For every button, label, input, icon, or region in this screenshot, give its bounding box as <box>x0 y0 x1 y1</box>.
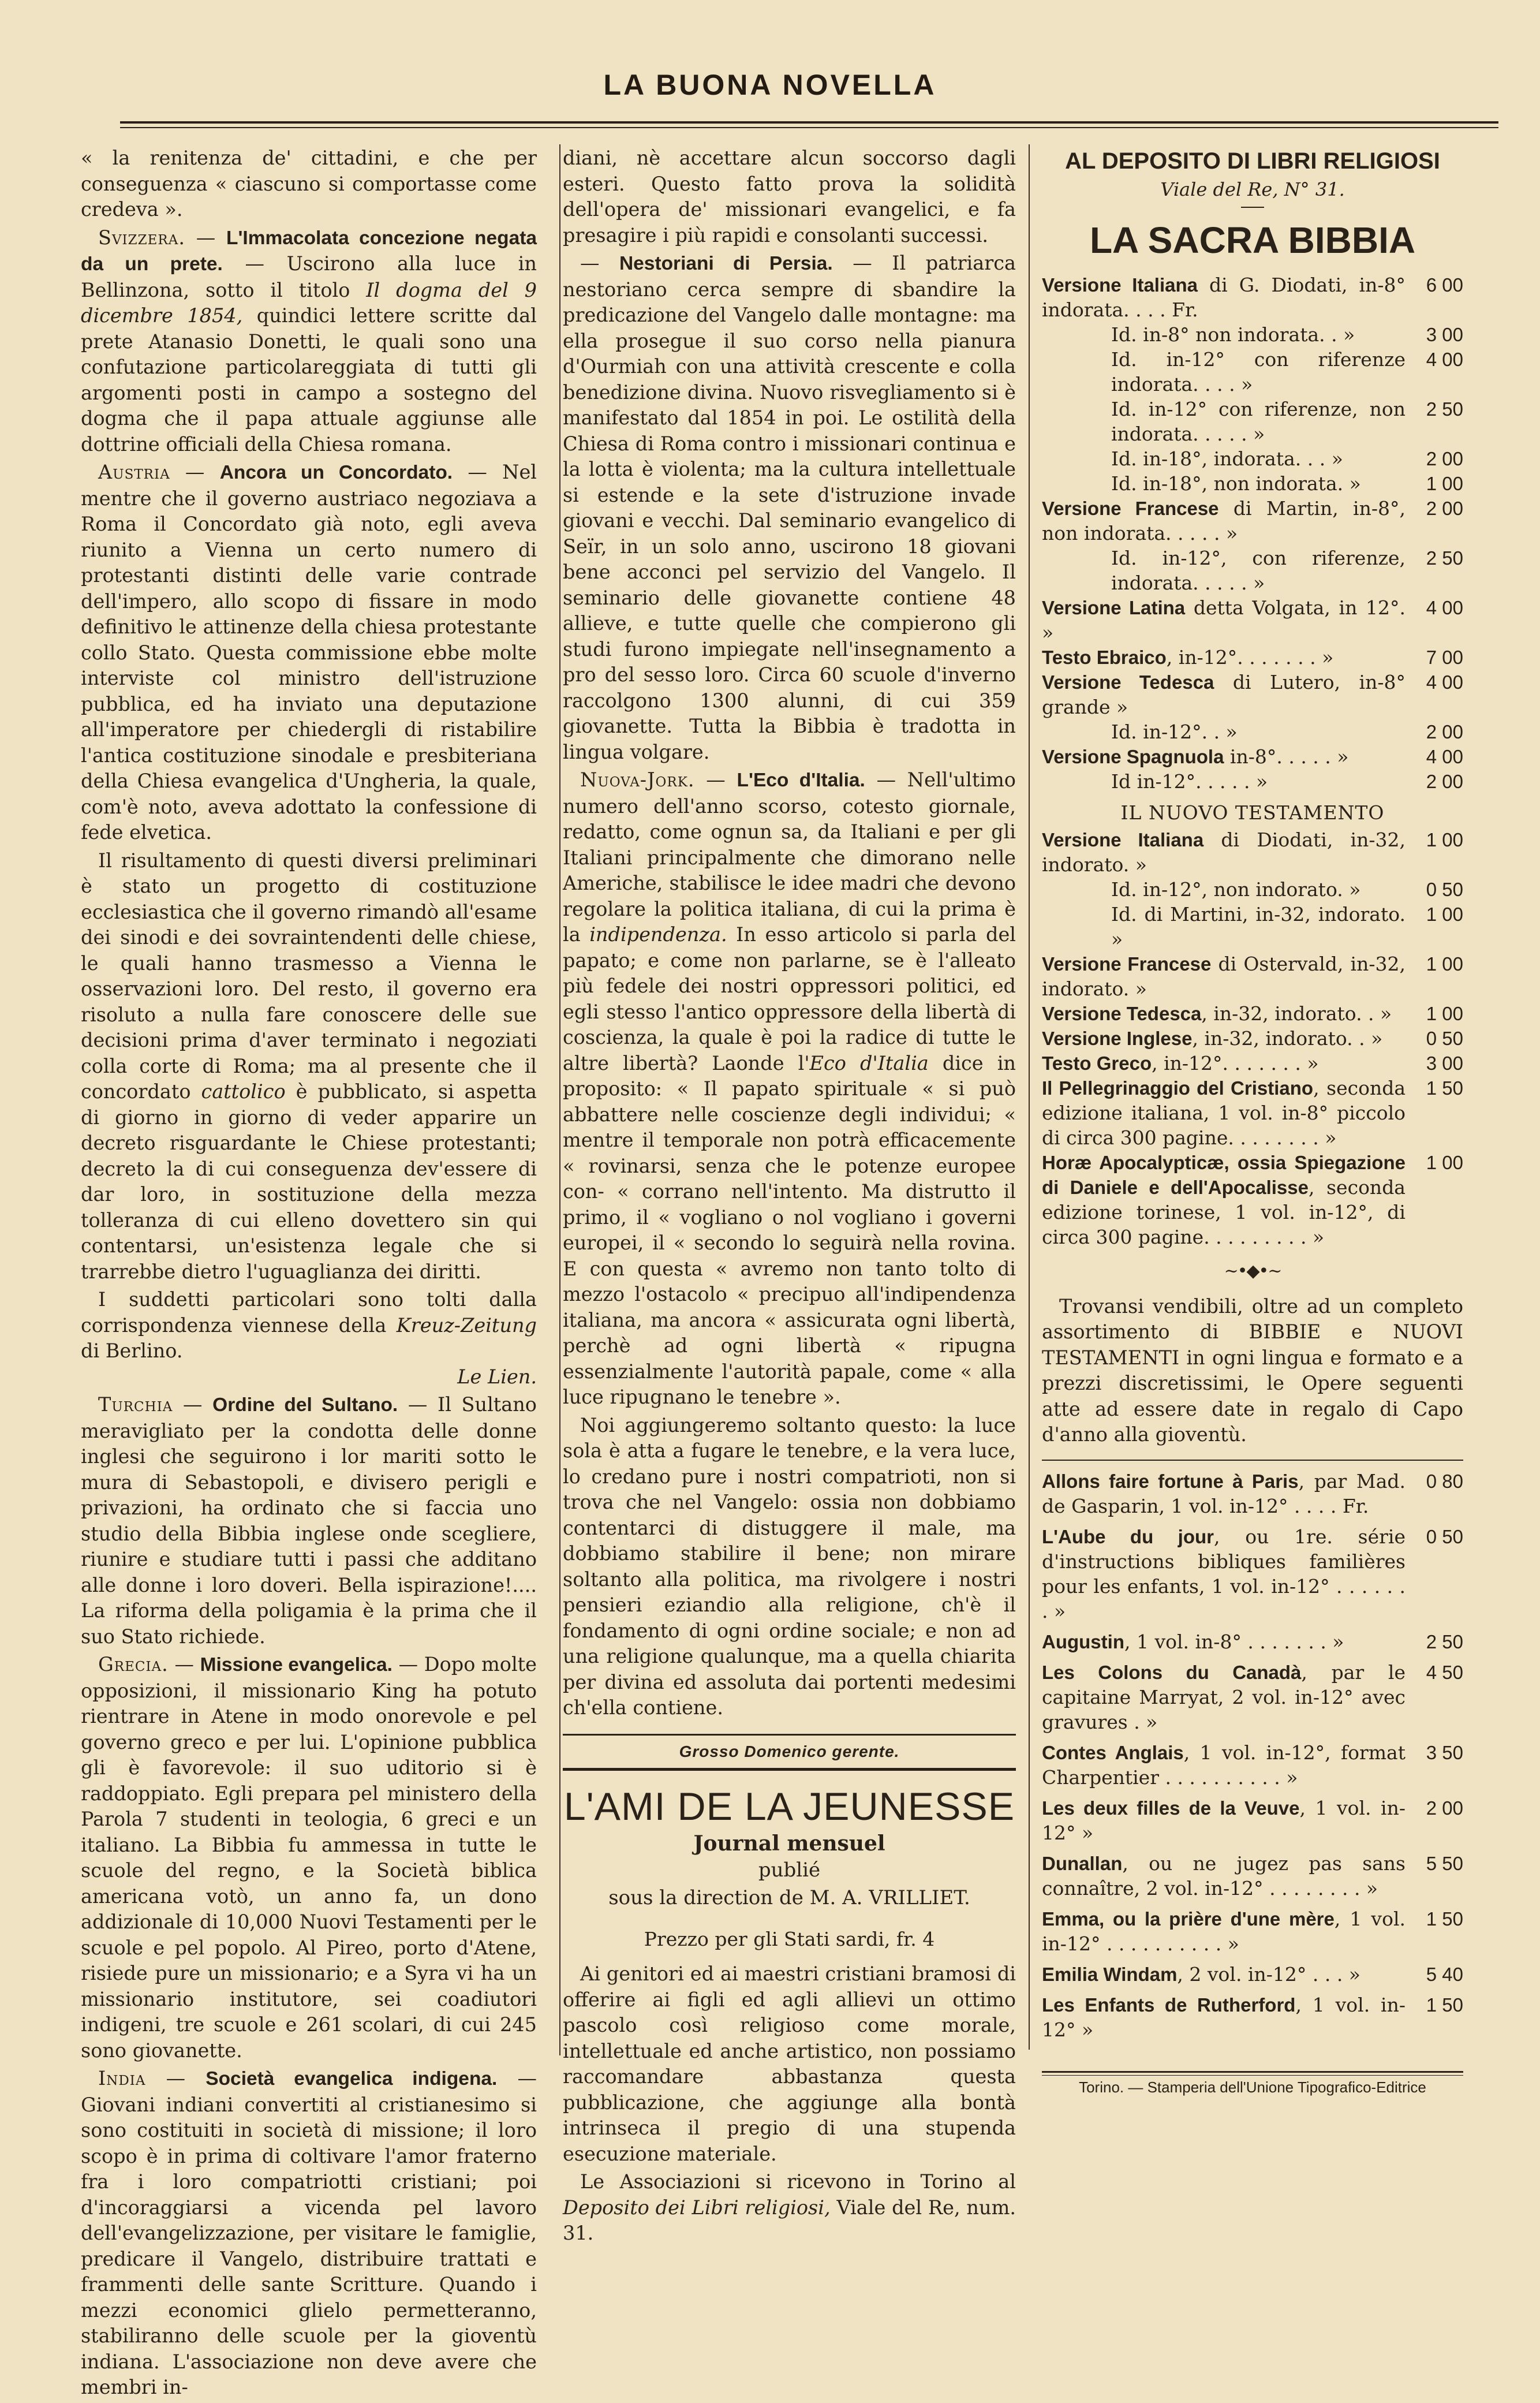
article-text: Il patriarca nestoriano cerca sempre di sbandire la predicazione del Vangelo dalle montagne: ma ella prosegue il suo corso nella pianura d'Ourmiah con una attività crescente e colla benedizione divina. Nuovo risvegliamento si è manifestato dal 1854 in poi. Le ostilità della Chiesa di Roma contro i missionari continua e la lotta è violenta; ma la cultura intellettuale si estende e la sete d'istruzione invade giovani e vecchi. Dal seminario evangelico di Seïr, in un solo anno, uscirono 18 giovani bene acconci pel servizio del Vangelo. Il seminario delle giovanette contiene 48 allieve, e tutte quelle che compierono gli studi furono impiegate nell'insegnamento a pro del sesso loro. Circa 60 scuole d'inverno raccolgono 1300 alunni, di cui 359 giovanette. Tutta la Bibbia è tradotta in lingua volgare. <box>563 252 1016 763</box>
bibbia-item <box>1042 322 1463 347</box>
book-item <box>1042 1524 1463 1624</box>
bibbia-item <box>1042 273 1463 322</box>
item-price: 6 00 <box>1426 274 1463 296</box>
item-description: Il Pellegrinaggio del Cristiano, seconda edizione italiana, 1 vol. in-8° piccolo di circa 300 pagine. . . . . . . . » <box>1042 1077 1406 1149</box>
article-svizzera: Svizzera. — L'Immacolata concezione negata da un prete. — Uscirono alla luce in Bellinzona, sotto il titolo Il dogma del 9 dicembre 1854, quindici lettere scritte dal prete Atanasio Donetti, le quali sono una confutazione particolareggiata di tutti gli argomenti posti in campo a sostegno del dogma che il papa attuale aggiunse alle dottrine officiali della Chiesa romana. <box>81 226 537 456</box>
item-price: 7 00 <box>1426 647 1463 668</box>
item-description: Id. in-12° con riferenze, non indorata. . . . . » <box>1111 398 1406 445</box>
item-description: Id. in-12° con riferenze indorata. . . . » <box>1111 348 1406 395</box>
nuovo-testamento-title: IL NUOVO TESTAMENTO <box>1120 801 1385 824</box>
item-price: 0 50 <box>1426 1028 1463 1049</box>
bibbia-item <box>1042 595 1463 645</box>
work-title: Il dogma del 9 dicembre 1854, <box>81 278 537 327</box>
item-description: Versione Inglese, in-32, indorato. . » <box>1042 1027 1383 1050</box>
deposito-title: AL DEPOSITO DI LIBRI RELIGIOSI <box>1065 148 1440 174</box>
article-text: Nel mentre che il governo austriaco negoziava a Roma il Concordato già noto, egli aveva riunito a Vienna un certo numero di protestanti distinti delle varie contrade dell'impero, allo scopo di fissare in modo definitivo le attinenze della chiesa protestante collo Stato. Questa commissione ebbe molte interviste col ministro dell'istruzione pubblica, ed ha inviato una deputazione all'imperatore per chiedergli di ristabilire l'antica costituzione sinodale e presbiteriana della Chiesa evangelica d'Ungheria, la quale, com'è noto, aveva adottato la confessione di fede elvetica. <box>81 461 537 844</box>
item-description: Dunallan, ou ne jugez pas sans connaître, 2 vol. in-12° . . . . . . . . » <box>1042 1852 1406 1900</box>
item-description: Versione Latina detta Volgata, in 12°. » <box>1042 596 1406 644</box>
bibbia-price-list <box>1042 273 1463 794</box>
column-1 <box>81 145 537 2403</box>
item-description: Les deux filles de la Veuve, 1 vol. in-12° » <box>1042 1796 1406 1844</box>
nt-price-list <box>1042 827 1463 1249</box>
article-india: India — Società evangelica indigena. — Giovani indiani convertiti al cristianesimo si sono costituiti in società di missione; il loro scopo è in prima di coltivare l'amor fraterno fra i loro compatriotti cristiani; poi d'incoraggiarsi a vicenda pel lavoro dell'evangelizzazione, per visitare le famiglie, predicare il Vangelo, distribuire trattati e frammenti delle sante Scritture. Quando i mezzi economici glielo permetteranno, stabiliranno delle scuole per la gioventù indiana. L'associazione non deve avere che membri in- <box>81 2067 537 2398</box>
item-description: Versione Tedesca, in-32, indorato. . » <box>1042 1002 1392 1025</box>
nt-item <box>1042 1051 1463 1076</box>
masthead-title: LA BUONA NOVELLA <box>603 69 937 101</box>
ad-subtitle: Journal mensuel <box>693 1831 885 1856</box>
separator-rule <box>1042 2071 1463 2073</box>
book-item <box>1042 1629 1463 1654</box>
deposito-address: Viale del Re, N° 31. <box>1160 178 1345 200</box>
item-price: 0 50 <box>1426 1525 1463 1547</box>
item-description: Les Enfants de Rutherford, 1 vol. in-12° » <box>1042 1993 1406 2041</box>
newspaper-title: Eco d'Italia <box>809 1051 929 1074</box>
book-item <box>1042 1962 1463 1987</box>
bibbia-item <box>1042 769 1463 794</box>
item-description: Versione Italiana di G. Diodati, in-8° indorata. . . . Fr. <box>1042 274 1406 321</box>
nt-item <box>1042 1001 1463 1026</box>
item-price: 1 00 <box>1426 1152 1463 1173</box>
bibbia-item <box>1042 397 1463 446</box>
article-text: I suddetti particolari sono tolti dalla corrispondenza viennese della <box>81 1288 537 1337</box>
section-label: Nuova-Jork. <box>580 768 695 791</box>
ad-publie: publié <box>758 1859 821 1882</box>
item-price: 1 00 <box>1426 904 1463 925</box>
column-3 <box>1042 145 1463 2099</box>
bibbia-item <box>1042 496 1463 546</box>
article-text: Dopo molte opposizioni, il missionario King ha potuto rientrare in Atene in modo onorevole e pel governo greco e per lui. L'opinione pubblica gli è favorevole: il suo uditorio si è raddoppiato. Egli prepara pel ministero della Parola 7 studenti in teologia, 6 greci e un italiano. La Bibbia fu ammessa in tutte le scuole del regno, e la Società biblica americana votò, un anno fa, un dono addizionale di 10,000 Nuovi Testamenti per le scuole e pel popolo. Al Pireo, porto d'Atene, risiede pure un missionario; e a Syra vi ha un missionario institutore, sei coadiutori indigeni, tre scuole e 261 scolari, di cui 245 sono giovanette. <box>81 1653 537 2062</box>
article-turchia: Turchia — Ordine del Sultano. — Il Sultano meravigliato per la condotta delle donne inglesi che seguirono i lor mariti sotto le mura di Sebastopoli, e divisero perigli e privazioni, ha ordinato che si faccia uno studio della Bibbia inglese onde scegliere, riunire e studiare tutti i passi che additano alle donne i loro doveri. Bella ispirazione!.... La riforma della poligamia è la prima che il suo Stato richiede. <box>81 1393 537 1648</box>
bibbia-item <box>1042 446 1463 471</box>
ad-body: Ai genitori ed ai maestri cristiani bramosi di offerire ai figli ed agli allievi un ottimo pascolo così religioso come morale, intellettuale ed anche artistico, non possiamo raccomandare abbastanza questa pubblicazione, che aggiunge alla bontà intrinseca il pregio di una stupenda esecuzione materiale. <box>563 1962 1016 2165</box>
sacra-bibbia-title: LA SACRA BIBBIA <box>1089 219 1416 261</box>
item-description: Testo Greco, in-12°. . . . . . . » <box>1042 1052 1319 1074</box>
article-text: Il Sultano meravigliato per la condotta delle donne inglesi che seguirono i lor mariti sotto le mura di Sebastopoli, e divisero perigli e privazioni, ha ordinato che si faccia uno studio della Bibbia inglese onde scegliere, riunire e studiare tutti i passi che additano alle donne i loro doveri. Bella ispirazione!.... La riforma della poligamia è la prima che il suo Stato richiede. <box>81 1393 537 1648</box>
header-rule <box>120 121 1498 124</box>
nt-item <box>1042 1076 1463 1150</box>
paragraph-continuation: diani, nè accettare alcun soccorso dagli esteri. Questo fatto prova la solidità dell'opera de' missionari evangelici, e fa presagire i più rapidi e consolanti successi. <box>563 147 1016 247</box>
item-description: Id. in-8° non indorata. . » <box>1111 323 1355 346</box>
paragraph <box>81 1287 537 1390</box>
article-grecia: Grecia. — Missione evangelica. — Dopo molte opposizioni, il missionario King ha potuto rientrare in Atene in modo onorevole e pel governo greco e per lui. L'opinione pubblica gli è favorevole: il suo uditorio si è raddoppiato. Egli prepara pel ministero della Parola 7 studenti in teologia, 6 greci e un italiano. La Bibbia fu ammessa in tutte le scuole del regno, e la Società biblica americana votò, un anno fa, un dono addizionale di 10,000 Nuovi Testamenti per le scuole e pel popolo. Al Pireo, porto d'Atene, risiede pure un missionario; e a Syra vi ha un missionario institutore, sei coadiutori indigeni, tre scuole e 261 scolari, di cui 245 sono giovanette. <box>81 1653 537 2062</box>
printer-footer: Torino. — Stamperia dell'Unione Tipografico-Editrice <box>1079 2078 1426 2096</box>
item-description: Augustin, 1 vol. in-8° . . . . . . . » <box>1042 1630 1344 1653</box>
emphasis: Deposito dei Libri religiosi, <box>563 2196 831 2219</box>
item-description: L'Aube du jour, ou 1re. série d'instructions bibliques familières pour les enfants, 1 vol. in-12° . . . . . . . » <box>1042 1525 1406 1622</box>
item-description: Versione Spagnuola in-8°. . . . . » <box>1042 745 1349 768</box>
book-item <box>1042 1660 1463 1734</box>
article-heading: Nestoriani di Persia. <box>619 253 833 274</box>
item-price: 3 00 <box>1426 1053 1463 1074</box>
article-heading: L'Eco d'Italia. <box>737 770 865 791</box>
section-label: Svizzera. <box>98 226 185 249</box>
nt-item <box>1042 827 1463 877</box>
article-text: In esso articolo si parla del papato; e come non parlarne, se è l'alleato più fedele dei nostri oppressori politici, ed egli stesso l'antico oppressore della libertà di coscienza, la quale è poi la radice di tutte le altre libertà? Laonde l' <box>563 923 1016 1074</box>
newspaper-title: Kreuz-Zeitung <box>396 1314 537 1337</box>
ad-title: L'AMI DE LA JEUNESSE <box>563 1785 1015 1829</box>
article-text: Il risultamento di questi diversi preliminari è stato un progetto di costituzione ecclesiastica che il governo rimandò all'esame dei sinodi e dei sovraintendenti delle chiese, le quali hanno trasmesso a Vienna le osservazioni loro. Del resto, il governo era risoluto a nulla fare conoscere delle sue decisioni prima d'aver terminato i negoziati colla corte di Roma; ma al presente che il concordato <box>81 849 537 1103</box>
item-description: Horæ Apocalypticæ, ossia Spiegazione di Daniele e dell'Apocalisse, seconda edizione torinese, 1 vol. in-12°, di circa 300 pagine. . . . . . . . . » <box>1042 1152 1406 1248</box>
item-description: Versione Tedesca di Lutero, in-8° grande » <box>1042 671 1406 718</box>
ami-de-la-jeunesse-ad <box>563 1782 1016 1952</box>
item-price: 1 50 <box>1426 1908 1463 1930</box>
column-divider-2 <box>1029 144 1030 2050</box>
article-heading: Missione evangelica. <box>200 1654 393 1676</box>
bibbia-item <box>1042 645 1463 670</box>
paragraph: Noi aggiungeremo soltanto questo: la luce sola è atta a fugare le tenebre, e la vera luce, lo credano pure i nostri compatrioti, non si trova che nel Vangelo: ossia non dobbiamo contentarci di distuggere il male, ma dobbiamo stabilire il bene; non mirare soltanto alla politica, ma rivolgere i nostri pensieri eziandio alla religione, ch'è il fondamento di ogni ordine sociale; e non ad una religione qualunque, ma a quella chiarita per divina ed assoluta dai portenti medesimi ch'ella contiene. <box>563 1413 1016 1719</box>
article-text: è pubblicato, si aspetta di giorno in giorno di veder apparire un decreto risguardante le Chiese protestanti; decreto la di cui conseguenza dev'essere di dar loro, in sostituzione della mezza tolleranza di cui elleno dovettero sin qui contentarsi, un'esistenza legale che si trarrebbe dietro l'uguaglianza dei diritti. <box>81 1080 537 1283</box>
ad-direction: sous la direction de M. A. VRILLIET. <box>608 1886 970 1909</box>
item-price: 1 50 <box>1426 1077 1463 1099</box>
item-price: 2 00 <box>1426 771 1463 792</box>
nt-item <box>1042 877 1463 902</box>
section-label: Turchia <box>98 1393 173 1416</box>
item-price: 1 00 <box>1426 473 1463 494</box>
article-heading: Società evangelica indigena. <box>205 2068 498 2089</box>
small-rule <box>1241 207 1264 208</box>
item-price: 0 80 <box>1426 1470 1463 1492</box>
item-description: Contes Anglais, 1 vol. in-12°, format Charpentier . . . . . . . . . . » <box>1042 1741 1406 1789</box>
ornament-divider: ~•◆•~ <box>1224 1261 1281 1281</box>
bibbia-item <box>1042 719 1463 744</box>
column-divider-1 <box>559 144 560 2055</box>
item-description: Emilia Windam, 2 vol. in-12° . . . » <box>1042 1962 1360 1986</box>
item-price: 2 00 <box>1426 721 1463 742</box>
book-item <box>1042 1851 1463 1901</box>
source-signature: Le Lien. <box>457 1365 537 1388</box>
article-text: Nell'ultimo numero dell'anno scorso, cotesto giornale, redatto, come ognun sa, da Italiani e per gli Italiani principalmente che dimorano nelle Americhe, stabilisce le idee madri che devono regolare la politica italiana, di cui la prima è la <box>563 768 1016 946</box>
item-price: 4 00 <box>1426 349 1463 370</box>
section-label: Austria <box>98 461 170 483</box>
book-item <box>1042 1906 1463 1956</box>
item-price: 5 40 <box>1426 1963 1463 1985</box>
separator-rule <box>1042 1460 1463 1461</box>
nt-item <box>1042 1150 1463 1249</box>
item-description: Id. di Martini, in-32, indorato. » <box>1111 903 1406 950</box>
books-list <box>1042 1469 1463 2042</box>
trovansi-paragraph: Trovansi vendibili, oltre ad un completo assortimento di BIBBIE e NUOVI TESTAMENTI in ogni lingua e formato e a prezzi discretissimi, le Opere seguenti atte ad essere date in regalo di Capo d'anno alla gioventù. <box>1042 1294 1463 1446</box>
item-price: 4 00 <box>1426 597 1463 618</box>
article-heading: L'Immacolata concezione negata da un prete. <box>81 227 537 275</box>
item-price: 2 00 <box>1426 1797 1463 1819</box>
bibbia-item <box>1042 670 1463 719</box>
article-heading: Ancora un Concordato. <box>219 462 453 483</box>
item-price: 3 50 <box>1426 1741 1463 1763</box>
article-text: quindici lettere scritte dal prete Atanasio Donetti, le quali sono una confutazione particolareggiata di tutti gli argomenti posti in campo a sostegno del dogma che il papa attuale aggiunse alle dottrine officiali della Chiesa romana. <box>81 304 537 456</box>
article-text: di Berlino. <box>81 1339 183 1362</box>
item-description: Versione Francese di Ostervald, in-32, indorato. » <box>1042 953 1406 1000</box>
book-item <box>1042 1469 1463 1518</box>
item-price: 1 00 <box>1426 953 1463 975</box>
item-description: Id. in-12°, con riferenze, indorata. . . . . » <box>1111 547 1406 594</box>
item-price: 2 00 <box>1426 498 1463 519</box>
emphasis: indipendenza. <box>589 923 727 946</box>
quotation: dice in proposito: « Il papato spirituale « si può abbattere nelle coscienze degli individui; « mentre il temporale non potrà efficacemente « rovinarsi, senza che le potenze europee con- « corrano nell'intento. Ma distrutto il primo, il « vogliano o nol vogliano i governi europei, il « secondo lo seguirà nella rovina. E con questa « avremo non tanto tolto di mezzo l'ostacolo « precipuo all'indipendenza italiana, ma ancora « assicurata ogni libertà, perchè ad ogni libertà « ripugna essenzialmente l'autorità papale, come « alla luce ripugnano le tenebre ». <box>563 1051 1016 1408</box>
nt-item <box>1042 902 1463 952</box>
item-description: Id. in-12°. . » <box>1111 721 1238 743</box>
emphasis: cattolico <box>201 1080 286 1103</box>
nt-item <box>1042 1026 1463 1051</box>
bibbia-item <box>1042 546 1463 595</box>
item-description: Id. in-18°, non indorata. » <box>1111 472 1361 495</box>
item-price: 1 50 <box>1426 1994 1463 2016</box>
article-text: Giovani indiani convertiti al cristianesimo si sono costituiti in società di missione; il loro scopo è in prima di coltivare l'amor fraterno fra i loro compatriotti cristiani; poi d'incoraggiarsi a vicenda pel lavoro dell'evangelizzazione, per visitare le famiglie, predicare il Vangelo, distribuire trattati e frammenti delle sante Scritture. Quando i mezzi economici glielo permetteranno, stabiliranno delle scuole per la gioventù indiana. L'associazione non deve avere che membri in- <box>81 2093 537 2398</box>
ad-price: Prezzo per gli Stati sardi, fr. 4 <box>644 1928 935 1950</box>
item-price: 4 00 <box>1426 671 1463 693</box>
header-rule-thin <box>120 127 1498 128</box>
bibbia-item <box>1042 744 1463 769</box>
item-price: 2 50 <box>1426 1630 1463 1652</box>
article-text: Le Associazioni si ricevono in Torino al <box>580 2170 1016 2193</box>
paragraph-continuation: « la renitenza de' cittadini, e che per conseguenza « ciascuno si comportasse come credeva ». <box>81 147 537 221</box>
item-price: 4 00 <box>1426 746 1463 767</box>
item-price: 3 00 <box>1426 324 1463 345</box>
item-description: Id. in-18°, indorata. . . » <box>1111 447 1343 470</box>
gerente-line: Grosso Domenico gerente. <box>679 1742 900 1760</box>
article-text: Viale del Re, num. 31. <box>563 2196 1016 2244</box>
paragraph <box>81 848 537 1285</box>
item-price: 2 50 <box>1426 398 1463 420</box>
item-price: 2 00 <box>1426 448 1463 469</box>
book-item <box>1042 1796 1463 1845</box>
book-item <box>1042 1740 1463 1790</box>
column-2 <box>563 145 1016 2249</box>
item-description: Les Colons du Canadà, par le capitaine Marryat, 2 vol. in-12° avec gravures . » <box>1042 1661 1406 1733</box>
item-description: Emma, ou la prière d'une mère, 1 vol. in-12° . . . . . . . . . . » <box>1042 1907 1406 1955</box>
item-description: Allons faire fortune à Paris, par Mad. de Gasparin, 1 vol. in-12° . . . . Fr. <box>1042 1469 1406 1517</box>
item-price: 1 00 <box>1426 829 1463 850</box>
item-description: Versione Francese di Martin, in-8°, non indorata. . . . . » <box>1042 497 1406 544</box>
item-price: 1 00 <box>1426 1003 1463 1024</box>
section-label: Grecia. <box>98 1653 169 1676</box>
item-description: Id. in-12°, non indorato. » <box>1111 878 1361 901</box>
ad-subscriptions <box>563 2169 1016 2247</box>
section-label: India <box>98 2067 146 2089</box>
nt-item <box>1042 952 1463 1001</box>
separator-rule <box>563 1734 1016 1736</box>
item-description: Testo Ebraico, in-12°. . . . . . . » <box>1042 646 1334 669</box>
item-description: Id in-12°. . . . . » <box>1111 770 1268 793</box>
article-text: Uscirono alla luce in Bellinzona, sotto il titolo <box>81 252 537 301</box>
item-description: Versione Italiana di Diodati, in-32, indorato. » <box>1042 829 1406 876</box>
item-price: 0 50 <box>1426 879 1463 900</box>
article-nestoriani: — Nestoriani di Persia. — Il patriarca nestoriano cerca sempre di sbandire la predicazione del Vangelo dalle montagne: ma ella prosegue il suo corso nella pianura d'Ourmiah con una attività crescente e colla benedizione divina. Nuovo risvegliamento si è manifestato dal 1854 in poi. Le ostilità della Chiesa di Roma contro i missionari continua e la lotta è violenta; ma la cultura intellettuale si estende e la sete d'istruzione invade giovani e vecchi. Dal seminario evangelico di Seïr, in un solo anno, uscirono 18 giovani bene acconci pel servizio del Vangelo. Il seminario delle giovanette contiene 48 allieve, e tutte quelle che compierono gli studi furono impiegate nell'insegnamento a pro del sesso loro. Circa 60 scuole d'inverno raccolgono 1300 alunni, di cui 359 giovanette. Tutta la Bibbia è tradotta in lingua volgare. <box>563 252 1016 763</box>
bibbia-item <box>1042 471 1463 496</box>
item-price: 5 50 <box>1426 1852 1463 1874</box>
book-item <box>1042 1992 1463 2042</box>
item-price: 2 50 <box>1426 547 1463 569</box>
article-nuova-jork: Nuova-Jork. — L'Eco d'Italia. — Nell'ultimo numero dell'anno scorso, cotesto giornale, redatto, come ognun sa, da Italiani e per gli Italiani principalmente che dimorano nelle Americhe, stabilisce le idee madri che devono regolare la politica italiana, di cui la prima è la indipendenza. In esso articolo si parla del papato; e come non parlarne, se è l'alleato più fedele dei nostri oppressori politici, ed egli stesso l'antico oppressore della libertà di coscienza, la quale è poi la radice di tutte le altre libertà? Laonde l'Eco d'Italia dice in proposito: « Il papato spirituale « si può abbattere nelle coscienze degli individui; « mentre il temporale non potrà efficacemente « rovinarsi, senza che le potenze europee con- « corrano nell'intento. Ma distrutto il primo, il « vogliano o nol vogliano i governi europei, il « secondo lo seguirà nella rovina. E con questa « avremo non tanto tolto di mezzo l'ostacolo « precipuo all'indipendenza italiana, ma ancora « assicurata ogni libertà, perchè ad ogni libertà « ripugna essenzialmente l'autorità papale, come « alla luce ripugnano le tenebre ». <box>563 768 1016 1408</box>
item-price: 4 50 <box>1426 1661 1463 1683</box>
article-heading: Ordine del Sultano. <box>212 1394 398 1416</box>
separator-rule <box>563 1768 1016 1771</box>
bibbia-item <box>1042 347 1463 397</box>
article-austria: Austria — Ancora un Concordato. — Nel mentre che il governo austriaco negoziava a Roma il Concordato già noto, egli aveva riunito a Vienna un certo numero di protestanti distinti delle varie contrade dell'impero, allo scopo di fissare in modo definitivo le attinenze della chiesa protestante collo Stato. Questa commissione ebbe molte interviste col ministro dell'istruzione pubblica, ed ha inviato una deputazione all'imperatore per chiedergli di ristabilire l'antica costituzione sinodale e presbiteriana della Chiesa evangelica d'Ungheria, la quale, com'è noto, aveva adottato la confessione di fede elvetica. <box>81 461 537 844</box>
